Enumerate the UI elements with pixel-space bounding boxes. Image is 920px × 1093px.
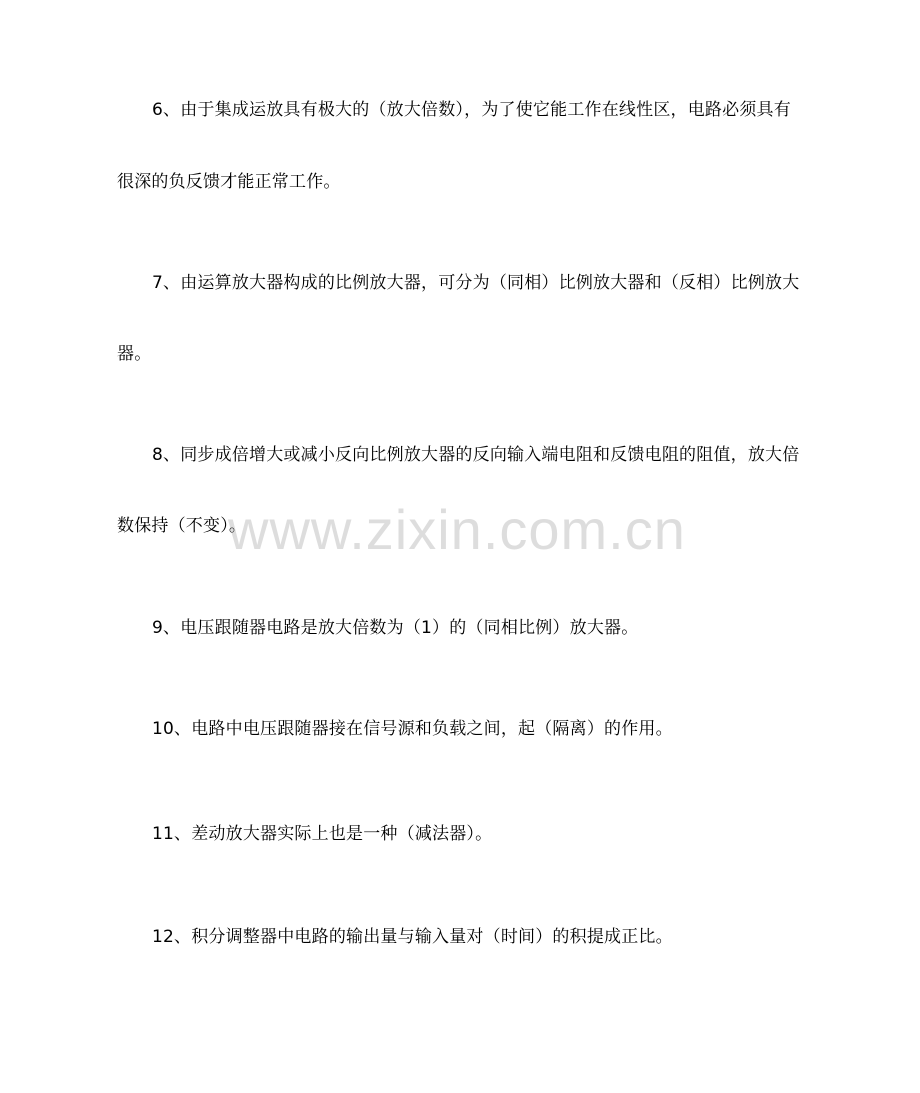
item-12-line: 12、积分调整器中电路的输出量与输入量对（时间）的积提成正比。 — [152, 927, 673, 947]
item-7-line-1: 7、由运算放大器构成的比例放大器，可分为（同相）比例放大器和（反相）比例放大 — [152, 273, 800, 293]
item-11-line: 11、差动放大器实际上也是一种（减法器）。 — [152, 824, 493, 844]
item-8-line-2: 数保持（不变）。 — [117, 516, 247, 536]
item-8-line-1: 8、同步成倍增大或减小反向比例放大器的反向输入端电阻和反馈电阻的阻值，放大倍 — [152, 445, 800, 465]
item-6-line-1: 6、由于集成运放具有极大的（放大倍数），为了使它能工作在线性区，电路必须具有 — [152, 100, 791, 120]
item-9-line: 9、电压跟随器电路是放大倍数为（1）的（同相比例）放大器。 — [152, 618, 639, 638]
item-6-line-2: 很深的负反馈才能正常工作。 — [117, 172, 341, 192]
watermark: www.zixin.com.cn — [228, 498, 686, 561]
item-7-line-2: 器。 — [117, 344, 152, 364]
item-10-line: 10、电路中电压跟随器接在信号源和负载之间，起（隔离）的作用。 — [152, 719, 673, 739]
